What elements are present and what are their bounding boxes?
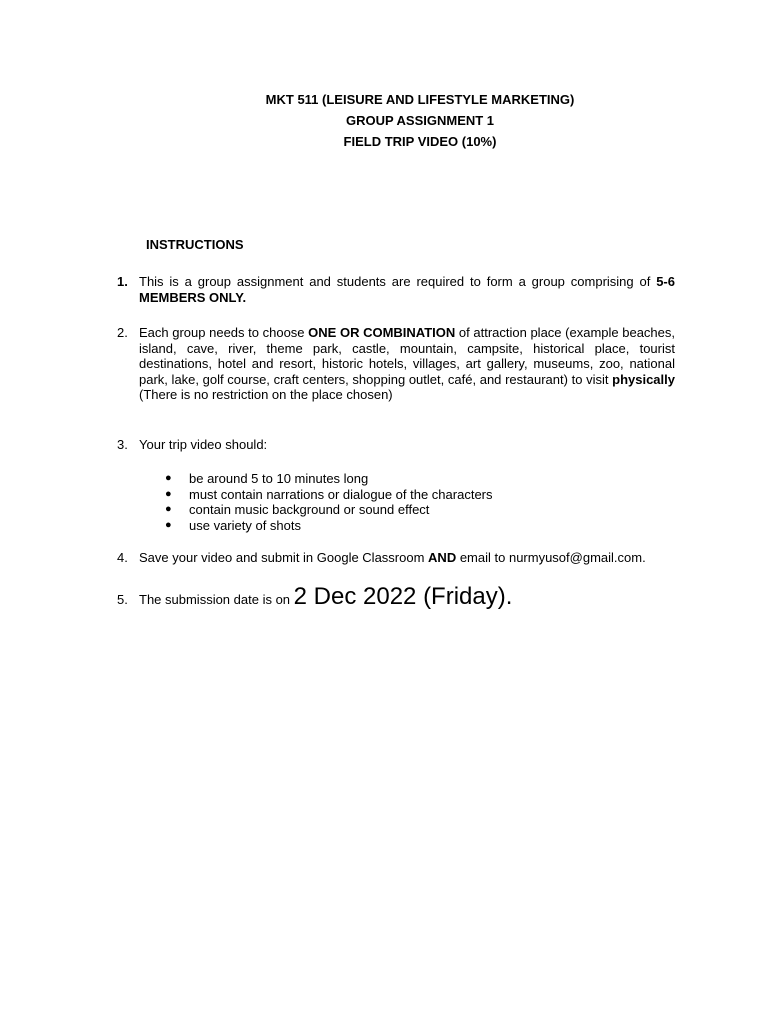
instruction-item-3	[117, 437, 675, 453]
item-text: (There is no restriction on the place chosen)	[139, 387, 393, 403]
item-bold-text: 5-6 MEMBERS ONLY.	[139, 274, 675, 305]
instruction-item-2	[117, 325, 675, 403]
item-text: The submission date is on	[139, 592, 294, 607]
item-text: This is a group assignment and students are required to form a group comprising of	[139, 274, 657, 289]
item-text: Your trip video should:	[139, 437, 268, 452]
bullet-icon: ●	[165, 518, 172, 531]
item-number: 3.	[117, 437, 128, 452]
instruction-item-5	[117, 585, 675, 609]
item-text: Save your video and submit in Google Classroom	[139, 550, 429, 565]
list-item	[165, 487, 493, 503]
task-title: FIELD TRIP VIDEO (10%)	[343, 134, 497, 149]
item-number: 1.	[117, 274, 128, 289]
item-number: 5.	[117, 592, 128, 607]
item-bold-text: physically	[612, 371, 675, 387]
list-item-text: use variety of shots	[189, 517, 301, 533]
bullet-icon: ●	[165, 472, 172, 484]
item-text: email to nurmyusof@gmail.com.	[456, 550, 646, 565]
item-text: of attraction place (example beaches, island, cave, river, theme park, castle, mountain, campsite, historical place, tourist destinations, hotel and resort, historic hotels, villages, art gallery, museums, zoo, national park, lake, golf course, craft centers, shopping outlet, café, and restaurant) to visit	[139, 325, 675, 387]
item-bold-text: AND	[428, 550, 457, 565]
bullet-icon: ●	[165, 487, 172, 500]
list-item	[165, 471, 493, 487]
list-item	[165, 518, 493, 534]
list-item	[165, 502, 493, 518]
item-text: Each group needs to choose	[139, 325, 309, 340]
list-item-text: must contain narrations or dialogue of the characters	[189, 486, 493, 502]
list-item-text: contain music background or sound effect	[189, 502, 430, 518]
assignment-title: GROUP ASSIGNMENT 1	[345, 113, 495, 128]
submission-date: 2 Dec 2022 (Friday).	[293, 583, 513, 610]
course-title: MKT 511 (LEISURE AND LIFESTYLE MARKETING)	[265, 92, 575, 107]
list-item-text: be around 5 to 10 minutes long	[189, 471, 369, 486]
instruction-item-4	[117, 550, 675, 566]
item-bold-text: ONE OR COMBINATION	[308, 325, 456, 340]
item-number: 2.	[117, 325, 128, 340]
instructions-heading: INSTRUCTIONS	[146, 237, 244, 252]
bullet-icon: ●	[165, 503, 172, 516]
instruction-item-1	[117, 274, 675, 305]
item-number: 4.	[117, 550, 128, 565]
video-requirements-list	[165, 471, 493, 533]
